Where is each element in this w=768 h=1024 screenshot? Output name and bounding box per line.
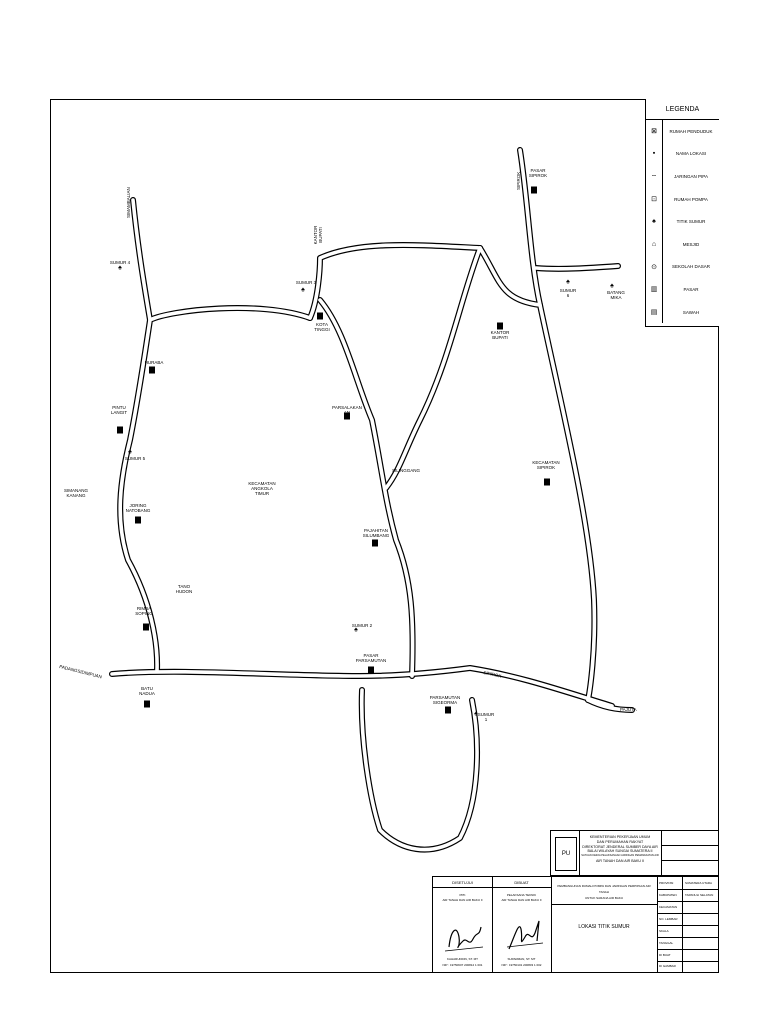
well-icon: ♠ <box>118 264 122 272</box>
location-marker <box>544 479 550 486</box>
legend-row <box>646 278 719 301</box>
field-label: NO. LEMBAR <box>659 917 678 921</box>
location-marker <box>497 323 503 330</box>
approver-name: KAHARUDDIN, ST. MT <box>446 957 478 961</box>
title-block <box>432 876 719 973</box>
well-icon: ♠ <box>128 448 132 456</box>
agency-text: KEMENTERIAN PEKERJAAN UMUM DAN PERUMAHAN RAKYAT DIREKTORAT JENDERAL SUMBER DAYA AIR BALAI WILAYAH SUNGAI SUMATERA II SATUAN KERJA PELAKSANAAN JARINGAN PEMANFAATAN AIR AIR TANAH DAN AIR BAKU II <box>581 835 659 863</box>
maker-role: PELAKSANA TEKNIK AIR TANAH DAN AIR BAKU II <box>501 893 542 902</box>
road-direction-label: KANTOR BUPATI <box>313 225 323 245</box>
pipe-icon: ╌ <box>646 165 663 188</box>
well-label: SUMUR 3 <box>295 280 317 285</box>
approver-signature <box>443 917 485 957</box>
maker-name: SUPARMAN, ST. MT <box>507 957 536 961</box>
field-label: DI BUAT <box>659 953 671 957</box>
location-label: PINTU LANGIT <box>110 405 128 415</box>
made-heading: DIBUAT <box>514 880 529 885</box>
legend-row <box>646 256 719 279</box>
field-value: TAPANULI SELATAN <box>685 893 714 897</box>
legend-label: NAMA LOKASI <box>675 151 707 157</box>
road-direction-label: SIMAMBALIAN <box>126 187 131 218</box>
maker-nip: NIP : 19750101 200803 1 002 <box>501 963 542 967</box>
legend-row <box>646 120 719 143</box>
location-label: KECAMATAN SIPIROK <box>532 460 560 470</box>
location-label: PASAR PARSAMUTAN <box>355 653 387 663</box>
legend-label: RUMAH PENDUDUK <box>669 128 713 134</box>
well-label: SUMUR 1 <box>477 712 495 722</box>
location-marker <box>144 701 150 708</box>
location-marker <box>368 667 374 674</box>
direction-label: PAJUTA <box>620 707 637 712</box>
mosque-icon: ⌂ <box>646 233 663 256</box>
location-label: KOTA TINGGI <box>314 322 330 332</box>
field-icon: ▤ <box>646 301 663 324</box>
sheet-title: LOKASI TITIK SUMUR <box>578 924 630 930</box>
place-label: SILINGGANG <box>392 468 421 473</box>
legend-label: JARINGAN PIPA <box>674 173 708 179</box>
well-icon: ♠ <box>646 210 663 233</box>
field-label: DI GAMBAR <box>659 964 676 968</box>
legend-label: SAWAH <box>682 309 700 315</box>
legend-row <box>646 301 719 324</box>
well-icon: ♠ <box>610 282 614 290</box>
location-label: PARSAMUTAN SIGEORMA <box>429 695 461 705</box>
legend-title: LEGENDA <box>646 99 719 120</box>
field-label: KECAMATAN <box>659 905 678 909</box>
legend-label: MESJID <box>682 241 700 247</box>
legend-label: PASAR <box>683 286 699 292</box>
legend-row <box>646 165 719 188</box>
location-icon: ▪ <box>646 143 663 166</box>
project-title: PEMBANGUNAN RUMAH POMPA DAN JARINGAN PERPIPAAN AIR TANAH UNTUK SARANA AIR BAKU <box>557 884 651 900</box>
approved-heading: DISETUJUI <box>452 880 473 885</box>
location-label: PASAR SIPIROK <box>528 168 548 178</box>
legend-row <box>646 188 719 211</box>
agency-header <box>550 830 719 876</box>
location-label: BATU NADUA <box>139 686 155 696</box>
field-label: PROVINSI <box>659 881 674 885</box>
location-label: HURABA <box>144 360 164 365</box>
field-label: TANGGAL <box>659 941 674 945</box>
location-marker <box>445 707 451 714</box>
legend-label: RUMAH POMPA <box>674 196 708 202</box>
well-icon: ♠ <box>301 286 305 294</box>
road-direction-label: SIPIROK <box>516 171 521 190</box>
well-label: SUMUR 2 <box>351 623 373 628</box>
well-icon: ♠ <box>354 626 358 634</box>
location-label: JORING NATOBANG <box>125 503 151 513</box>
fields-table <box>657 877 718 972</box>
legend-label: TITIK SUMUR <box>676 219 706 225</box>
field-value: SUMATERA UTARA <box>685 881 713 885</box>
direction-label: PADANGSIDIMPUAN <box>58 664 103 680</box>
school-icon: ⊙ <box>646 256 663 279</box>
legend-panel <box>645 99 719 327</box>
location-marker <box>143 624 149 631</box>
approver-nip: NIP : 19750607 200812 1 001 <box>442 963 483 967</box>
location-label: BATANG MIKA <box>607 290 625 300</box>
place-label: TANO HUDON <box>175 584 193 594</box>
location-marker <box>117 427 123 434</box>
legend-label: SEKOLAH DASAR <box>671 264 710 270</box>
agency-logo: PU <box>555 837 577 871</box>
location-marker <box>135 517 141 524</box>
approver-role: PPK AIR TANAH DAN AIR BAKU II <box>442 893 483 902</box>
field-label: SKALA <box>659 929 669 933</box>
direction-label: SIPIROK <box>482 670 502 679</box>
location-label: RIMBA SOPING <box>135 606 153 616</box>
place-label: SIMANANG KANANG <box>63 488 89 498</box>
well-icon: ♠ <box>474 710 478 718</box>
location-label: PAJAHITAN SILUMBANG <box>362 528 390 538</box>
well-label: SUMUR 4 <box>109 260 131 265</box>
location-marker <box>531 187 537 194</box>
location-label: KANTOR BUPATI <box>490 330 510 340</box>
house-icon: ⊠ <box>646 120 663 143</box>
location-marker <box>149 367 155 374</box>
location-marker <box>372 540 378 547</box>
location-marker <box>317 313 323 320</box>
legend-row <box>646 143 719 166</box>
legend-row <box>646 210 719 233</box>
well-label: SUMUR 6 <box>559 288 577 298</box>
well-label: SUMUR 5 <box>124 456 146 461</box>
market-icon: ▥ <box>646 278 663 301</box>
location-label: PARSALAKAN AN <box>332 405 362 415</box>
district-label: KECAMATAN ANGKOLA TIMUR <box>248 481 276 496</box>
field-label: KABUPATEN <box>659 893 677 897</box>
pump-house-icon: ⊡ <box>646 188 663 211</box>
well-icon: ♠ <box>566 278 570 286</box>
maker-signature <box>505 915 545 955</box>
legend-row <box>646 233 719 256</box>
